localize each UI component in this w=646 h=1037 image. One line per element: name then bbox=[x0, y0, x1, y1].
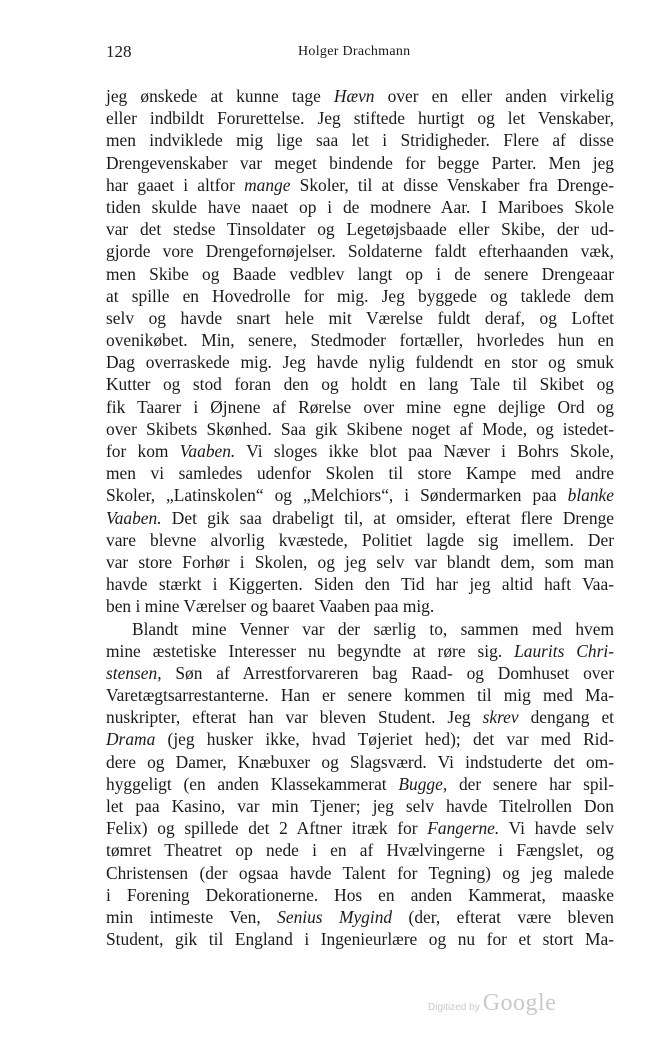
text-segment: min intimeste Ven, bbox=[106, 906, 278, 927]
text-segment: jeg ønskede at kunne tage bbox=[106, 86, 334, 106]
text-line bbox=[106, 129, 614, 151]
italic-text: Fangerne. bbox=[427, 818, 500, 839]
text-line bbox=[106, 773, 614, 795]
text-line bbox=[106, 174, 614, 196]
text-segment: Det gik saa drabeligt til, at omsider, efterat flere Drenge bbox=[161, 507, 614, 528]
text-line bbox=[106, 373, 614, 395]
italic-text: Hævn bbox=[333, 86, 375, 106]
text-segment: nuskripter, efterat han var bleven Student. Jeg bbox=[106, 707, 483, 728]
text-segment: for kom bbox=[106, 441, 180, 461]
text-segment: hyggeligt (en anden Klassekammerat bbox=[106, 773, 399, 794]
text-line bbox=[106, 529, 614, 551]
text-segment: ben i mine Værelser og baaret Vaaben paa mig. bbox=[106, 596, 435, 617]
page-number: 128 bbox=[106, 42, 132, 61]
text-line bbox=[106, 307, 614, 329]
text-segment: eller indbildt Forurettelse. Jeg stiftede hurtigt og let Venskaber, bbox=[106, 108, 614, 129]
text-line bbox=[106, 285, 614, 307]
text-segment: (der, efterat være bleven bbox=[392, 906, 614, 927]
text-line bbox=[106, 484, 614, 506]
text-line bbox=[106, 928, 614, 950]
text-line bbox=[106, 152, 614, 174]
text-line bbox=[106, 196, 614, 218]
text-segment: ovenikøbet. Min, senere, Stedmoder fortæller, hvorledes hun en bbox=[106, 330, 614, 351]
text-line bbox=[106, 507, 614, 529]
text-segment: Christensen (der ogsaa havde Talent for Tegning) og jeg malede bbox=[106, 862, 614, 883]
text-segment: Drengevenskaber var meget bindende for begge Parter. Men jeg bbox=[106, 152, 614, 173]
italic-text: blanke bbox=[567, 485, 614, 506]
text-line bbox=[106, 862, 614, 884]
digitized-watermark bbox=[428, 990, 556, 1020]
text-line bbox=[106, 817, 614, 839]
text-line bbox=[106, 396, 614, 418]
text-line bbox=[106, 795, 614, 817]
body-text bbox=[106, 85, 614, 950]
text-segment: i Forening Dekorationerne. Hos en anden Kammerat, maaske bbox=[106, 884, 614, 905]
text-segment: gjorde vore Drengefornøjelser. Soldaterne faldt efterhaanden væk, bbox=[106, 241, 614, 262]
text-line bbox=[106, 107, 614, 129]
text-segment: tiden skulde have naaet op i de modnere Aar. I Mariboes Skole bbox=[106, 196, 614, 217]
text-segment: Kutter og stod foran den og holdt en lang Tale til Skibet og bbox=[106, 374, 614, 395]
text-line bbox=[106, 751, 614, 773]
text-segment: Vi havde selv bbox=[499, 818, 614, 839]
text-segment: vare blevne alvorlig kvæstede, Politiet lagde sig imellem. Der bbox=[106, 529, 614, 550]
text-segment: let paa Kasino, var min Tjener; jeg selv havde Titelrollen Don bbox=[106, 796, 614, 816]
running-title: Holger Drachmann bbox=[298, 44, 411, 59]
text-segment: dere og Damer, Knæbuxer og Slagsværd. Vi indstuderte det om- bbox=[106, 751, 614, 772]
text-line bbox=[106, 906, 614, 928]
text-segment: selv og havde snart hele mit Værelse fuldt deraf, og Loftet bbox=[106, 307, 614, 328]
text-line bbox=[106, 418, 614, 440]
text-segment: der senere har spil- bbox=[447, 773, 614, 794]
watermark-prefix: Digitized by bbox=[428, 1002, 480, 1013]
text-line bbox=[106, 662, 614, 684]
italic-text: skrev bbox=[482, 707, 519, 728]
italic-text: Vaaben. bbox=[106, 507, 162, 528]
text-line bbox=[106, 240, 614, 262]
text-segment: Blandt mine Venner var der særlig to, sammen med hvem bbox=[132, 618, 614, 639]
paragraph-first-line bbox=[106, 618, 614, 640]
text-line bbox=[106, 263, 614, 285]
text-segment: var store Forhør i Skolen, og jeg selv var blandt dem, som man bbox=[106, 551, 614, 572]
text-line bbox=[106, 329, 614, 351]
text-segment: dengang et bbox=[518, 707, 614, 728]
italic-text: Senius Mygind bbox=[277, 906, 393, 927]
italic-text: Vaaben. bbox=[179, 441, 236, 461]
google-logo: Google bbox=[482, 990, 557, 1016]
text-segment: Dag overraskede mig. Jeg havde nylig fuldendt en stor og smuk bbox=[106, 352, 614, 373]
text-segment: har gaaet i altfor bbox=[106, 174, 245, 195]
text-line bbox=[106, 839, 614, 861]
text-segment: men Skibe og Baade vedblev langt op i de senere Drengeaar bbox=[106, 263, 614, 284]
italic-text: stensen, bbox=[106, 662, 162, 683]
text-segment: fik Taarer i Øjnene af Rørelse over mine egne dejlige Ord og bbox=[106, 396, 614, 417]
italic-text: Bugge, bbox=[398, 773, 448, 794]
page-header bbox=[106, 42, 614, 66]
text-segment: Varetægtsarrestanterne. Han er senere kommen til mig med Ma- bbox=[106, 685, 614, 706]
text-line bbox=[106, 85, 614, 107]
text-segment: over Skibets Skønhed. Saa gik Skibene noget af Mode, og istedet- bbox=[106, 418, 614, 439]
text-segment: var det stedse Tinsoldater og Legetøjsbaade eller Skibe, der ud- bbox=[106, 219, 614, 240]
text-segment: (jeg husker ikke, hvad Tøjeriet hed); det var med Rid- bbox=[155, 729, 614, 750]
text-line bbox=[106, 884, 614, 906]
text-line bbox=[106, 218, 614, 240]
text-segment: over en eller anden virkelig bbox=[374, 86, 614, 106]
italic-text: mange bbox=[244, 174, 291, 195]
text-segment: Student, gik til England i Ingenieurlære og nu for et stort Ma- bbox=[106, 929, 614, 950]
text-line bbox=[106, 595, 614, 617]
text-segment: tømret Theatret op nede i en af Hvælvingerne i Fængslet, og bbox=[106, 840, 614, 861]
text-segment: Felix) og spillede det 2 Aftner itræk for bbox=[106, 818, 428, 839]
text-segment: havde stærkt i Kiggerten. Siden den Tid har jeg altid haft Vaa- bbox=[106, 574, 614, 595]
text-line bbox=[106, 551, 614, 573]
text-segment: Søn af Arrestforvareren bag Raad- og Domhuset over bbox=[161, 662, 614, 683]
text-line bbox=[106, 351, 614, 373]
text-line bbox=[106, 440, 614, 462]
text-line bbox=[106, 640, 614, 662]
text-segment: Skoler, til at disse Venskaber fra Drenge- bbox=[290, 174, 614, 195]
text-segment: at spille en Hovedrolle for mig. Jeg byggede og taklede dem bbox=[106, 285, 614, 306]
italic-text: Laurits Chri- bbox=[514, 640, 614, 661]
text-line bbox=[106, 706, 614, 728]
text-line bbox=[106, 573, 614, 595]
text-segment: mine æstetiske Interesser nu begyndte at røre sig. bbox=[106, 640, 515, 661]
text-segment: Skoler, „Latinskolen“ og „Melchiors“, i Søndermarken paa bbox=[106, 485, 568, 506]
text-segment: men indviklede mig lige saa let i Stridigheder. Flere af disse bbox=[106, 130, 614, 151]
text-segment: men vi samledes udenfor Skolen til store Kampe med andre bbox=[106, 463, 614, 484]
text-line bbox=[106, 462, 614, 484]
text-segment: Vi sloges ikke blot paa Næver i Bohrs Skole, bbox=[235, 441, 614, 461]
text-line bbox=[106, 684, 614, 706]
text-line bbox=[106, 728, 614, 750]
italic-text: Drama bbox=[106, 729, 156, 750]
